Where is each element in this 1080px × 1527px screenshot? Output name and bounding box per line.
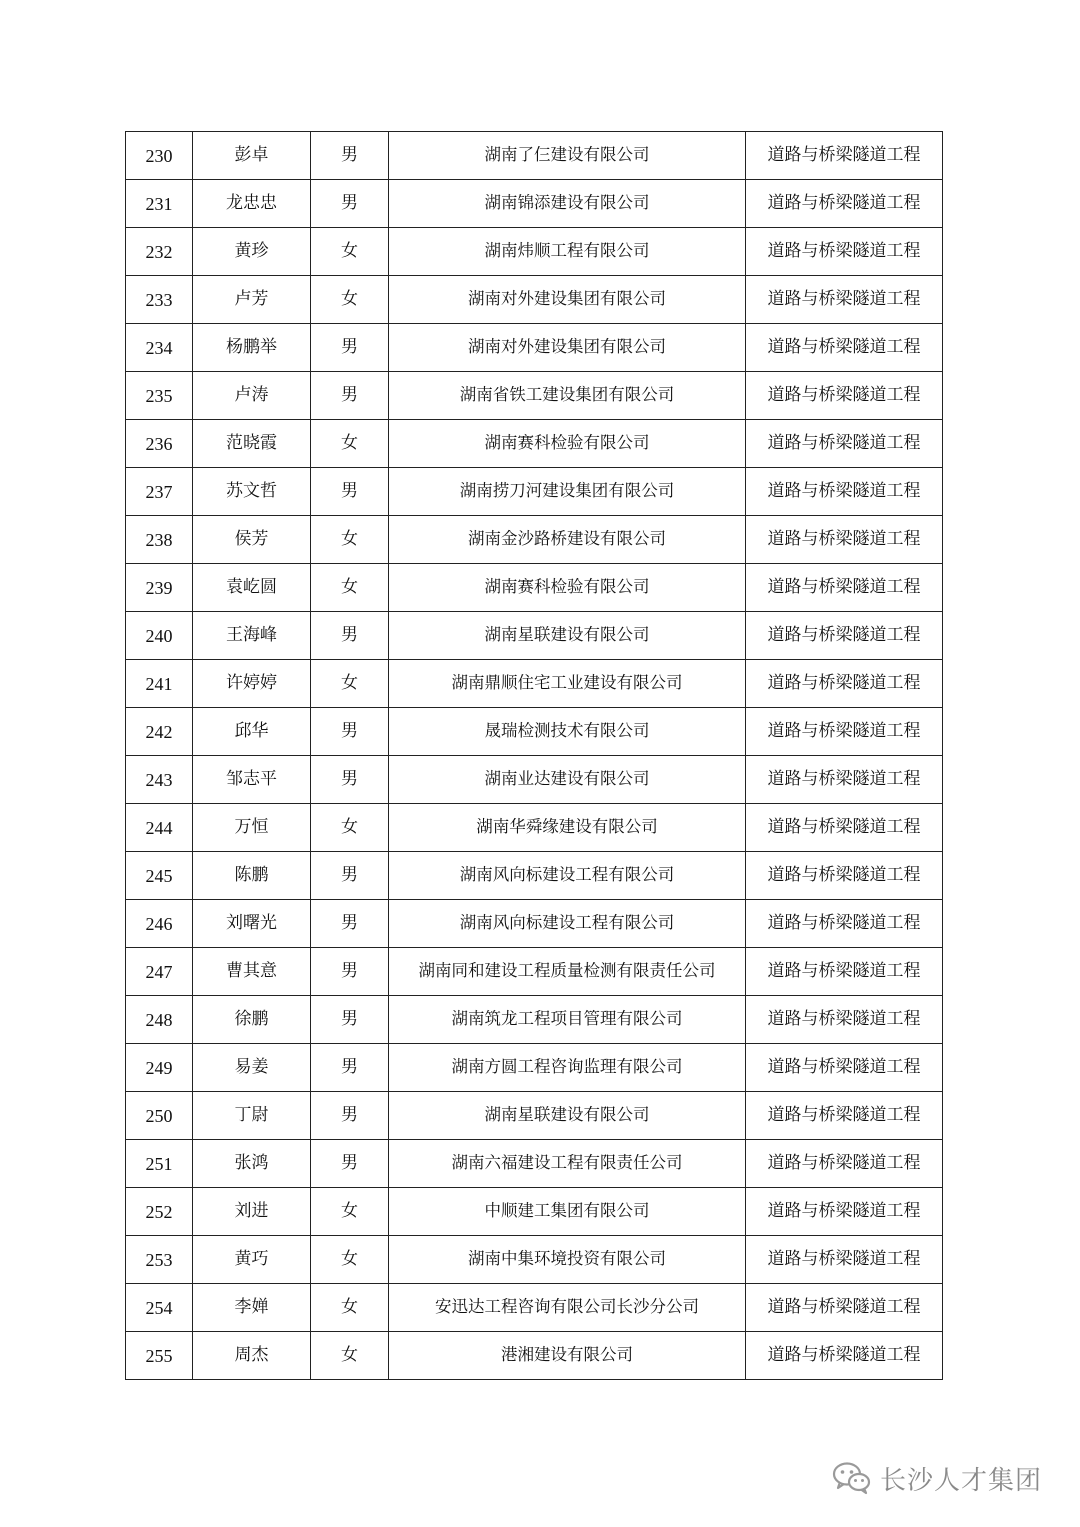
company-cell: 中顺建工集团有限公司 xyxy=(389,1188,746,1236)
name-cell: 黄巧 xyxy=(193,1236,311,1284)
name-cell: 徐鹏 xyxy=(193,996,311,1044)
name-cell: 邱华 xyxy=(193,708,311,756)
name-cell: 曹其意 xyxy=(193,948,311,996)
table-row xyxy=(126,420,943,468)
name-cell: 范晓霞 xyxy=(193,420,311,468)
gender-cell: 男 xyxy=(311,132,389,180)
gender-cell: 男 xyxy=(311,1140,389,1188)
major-cell: 道路与桥梁隧道工程 xyxy=(746,948,943,996)
table-row xyxy=(126,756,943,804)
major-cell: 道路与桥梁隧道工程 xyxy=(746,276,943,324)
gender-cell: 女 xyxy=(311,228,389,276)
table-row xyxy=(126,180,943,228)
table-row xyxy=(126,852,943,900)
name-cell: 王海峰 xyxy=(193,612,311,660)
major-cell: 道路与桥梁隧道工程 xyxy=(746,132,943,180)
gender-cell: 男 xyxy=(311,324,389,372)
company-cell: 湖南鼎顺住宅工业建设有限公司 xyxy=(389,660,746,708)
row-number-cell: 234 xyxy=(126,324,193,372)
row-number-cell: 246 xyxy=(126,900,193,948)
gender-cell: 女 xyxy=(311,276,389,324)
company-cell: 湖南赛科检验有限公司 xyxy=(389,420,746,468)
row-number-cell: 231 xyxy=(126,180,193,228)
gender-cell: 女 xyxy=(311,564,389,612)
row-number-cell: 242 xyxy=(126,708,193,756)
company-cell: 湖南风向标建设工程有限公司 xyxy=(389,900,746,948)
gender-cell: 男 xyxy=(311,612,389,660)
major-cell: 道路与桥梁隧道工程 xyxy=(746,612,943,660)
major-cell: 道路与桥梁隧道工程 xyxy=(746,900,943,948)
company-cell: 湖南省铁工建设集团有限公司 xyxy=(389,372,746,420)
name-cell: 刘进 xyxy=(193,1188,311,1236)
table-row xyxy=(126,1092,943,1140)
company-cell: 湖南星联建设有限公司 xyxy=(389,612,746,660)
major-cell: 道路与桥梁隧道工程 xyxy=(746,1044,943,1092)
table-row xyxy=(126,516,943,564)
major-cell: 道路与桥梁隧道工程 xyxy=(746,324,943,372)
major-cell: 道路与桥梁隧道工程 xyxy=(746,996,943,1044)
company-cell: 湖南锦添建设有限公司 xyxy=(389,180,746,228)
table-row xyxy=(126,468,943,516)
gender-cell: 女 xyxy=(311,420,389,468)
table-row xyxy=(126,1284,943,1332)
major-cell: 道路与桥梁隧道工程 xyxy=(746,228,943,276)
name-cell: 陈鹏 xyxy=(193,852,311,900)
gender-cell: 女 xyxy=(311,1284,389,1332)
gender-cell: 男 xyxy=(311,756,389,804)
row-number-cell: 241 xyxy=(126,660,193,708)
company-cell: 湖南对外建设集团有限公司 xyxy=(389,276,746,324)
name-cell: 易姜 xyxy=(193,1044,311,1092)
name-cell: 袁屹圆 xyxy=(193,564,311,612)
row-number-cell: 253 xyxy=(126,1236,193,1284)
major-cell: 道路与桥梁隧道工程 xyxy=(746,372,943,420)
company-cell: 港湘建设有限公司 xyxy=(389,1332,746,1380)
table-row xyxy=(126,324,943,372)
row-number-cell: 238 xyxy=(126,516,193,564)
major-cell: 道路与桥梁隧道工程 xyxy=(746,1188,943,1236)
major-cell: 道路与桥梁隧道工程 xyxy=(746,1092,943,1140)
gender-cell: 女 xyxy=(311,1236,389,1284)
roster-body xyxy=(126,132,943,1380)
table-row xyxy=(126,372,943,420)
major-cell: 道路与桥梁隧道工程 xyxy=(746,468,943,516)
row-number-cell: 247 xyxy=(126,948,193,996)
major-cell: 道路与桥梁隧道工程 xyxy=(746,1140,943,1188)
gender-cell: 男 xyxy=(311,1044,389,1092)
company-cell: 安迅达工程咨询有限公司长沙分公司 xyxy=(389,1284,746,1332)
row-number-cell: 252 xyxy=(126,1188,193,1236)
gender-cell: 男 xyxy=(311,852,389,900)
company-cell: 湖南筑龙工程项目管理有限公司 xyxy=(389,996,746,1044)
company-cell: 湖南对外建设集团有限公司 xyxy=(389,324,746,372)
table-row xyxy=(126,564,943,612)
company-cell: 湖南业达建设有限公司 xyxy=(389,756,746,804)
gender-cell: 男 xyxy=(311,996,389,1044)
row-number-cell: 232 xyxy=(126,228,193,276)
company-cell: 晟瑞检测技术有限公司 xyxy=(389,708,746,756)
company-cell: 湖南六福建设工程有限责任公司 xyxy=(389,1140,746,1188)
name-cell: 侯芳 xyxy=(193,516,311,564)
gender-cell: 男 xyxy=(311,948,389,996)
name-cell: 卢芳 xyxy=(193,276,311,324)
gender-cell: 男 xyxy=(311,1092,389,1140)
table-row xyxy=(126,996,943,1044)
row-number-cell: 248 xyxy=(126,996,193,1044)
company-cell: 湖南同和建设工程质量检测有限责任公司 xyxy=(389,948,746,996)
major-cell: 道路与桥梁隧道工程 xyxy=(746,708,943,756)
row-number-cell: 237 xyxy=(126,468,193,516)
name-cell: 万恒 xyxy=(193,804,311,852)
gender-cell: 男 xyxy=(311,708,389,756)
name-cell: 丁尉 xyxy=(193,1092,311,1140)
row-number-cell: 245 xyxy=(126,852,193,900)
row-number-cell: 233 xyxy=(126,276,193,324)
watermark xyxy=(832,1458,1042,1498)
watermark-text: 长沙人才集团 xyxy=(879,1465,1042,1496)
company-cell: 湖南华舜缘建设有限公司 xyxy=(389,804,746,852)
name-cell: 黄珍 xyxy=(193,228,311,276)
row-number-cell: 236 xyxy=(126,420,193,468)
table-row xyxy=(126,1332,943,1380)
row-number-cell: 239 xyxy=(126,564,193,612)
name-cell: 龙忠忠 xyxy=(193,180,311,228)
major-cell: 道路与桥梁隧道工程 xyxy=(746,804,943,852)
name-cell: 邹志平 xyxy=(193,756,311,804)
major-cell: 道路与桥梁隧道工程 xyxy=(746,564,943,612)
company-cell: 湖南方圆工程咨询监理有限公司 xyxy=(389,1044,746,1092)
wechat-icon xyxy=(832,1461,872,1495)
major-cell: 道路与桥梁隧道工程 xyxy=(746,420,943,468)
row-number-cell: 250 xyxy=(126,1092,193,1140)
gender-cell: 男 xyxy=(311,900,389,948)
company-cell: 湖南金沙路桥建设有限公司 xyxy=(389,516,746,564)
major-cell: 道路与桥梁隧道工程 xyxy=(746,180,943,228)
company-cell: 湖南风向标建设工程有限公司 xyxy=(389,852,746,900)
table-row xyxy=(126,132,943,180)
table-row xyxy=(126,1044,943,1092)
row-number-cell: 244 xyxy=(126,804,193,852)
name-cell: 周杰 xyxy=(193,1332,311,1380)
gender-cell: 男 xyxy=(311,468,389,516)
major-cell: 道路与桥梁隧道工程 xyxy=(746,516,943,564)
company-cell: 湖南了仨建设有限公司 xyxy=(389,132,746,180)
row-number-cell: 251 xyxy=(126,1140,193,1188)
name-cell: 许婷婷 xyxy=(193,660,311,708)
gender-cell: 女 xyxy=(311,1332,389,1380)
name-cell: 彭卓 xyxy=(193,132,311,180)
gender-cell: 男 xyxy=(311,372,389,420)
name-cell: 杨鹏举 xyxy=(193,324,311,372)
company-cell: 湖南炜顺工程有限公司 xyxy=(389,228,746,276)
table-row xyxy=(126,660,943,708)
table-row xyxy=(126,276,943,324)
row-number-cell: 230 xyxy=(126,132,193,180)
name-cell: 苏文哲 xyxy=(193,468,311,516)
table-row xyxy=(126,228,943,276)
name-cell: 卢涛 xyxy=(193,372,311,420)
table-row xyxy=(126,948,943,996)
row-number-cell: 254 xyxy=(126,1284,193,1332)
table-row xyxy=(126,1236,943,1284)
table-row xyxy=(126,708,943,756)
gender-cell: 男 xyxy=(311,180,389,228)
row-number-cell: 243 xyxy=(126,756,193,804)
name-cell: 刘曙光 xyxy=(193,900,311,948)
company-cell: 湖南星联建设有限公司 xyxy=(389,1092,746,1140)
row-number-cell: 240 xyxy=(126,612,193,660)
row-number-cell: 235 xyxy=(126,372,193,420)
gender-cell: 女 xyxy=(311,516,389,564)
gender-cell: 女 xyxy=(311,1188,389,1236)
major-cell: 道路与桥梁隧道工程 xyxy=(746,1332,943,1380)
table-row xyxy=(126,1140,943,1188)
gender-cell: 女 xyxy=(311,804,389,852)
company-cell: 湖南赛科检验有限公司 xyxy=(389,564,746,612)
table-row xyxy=(126,900,943,948)
row-number-cell: 255 xyxy=(126,1332,193,1380)
roster-table xyxy=(125,131,943,1380)
row-number-cell: 249 xyxy=(126,1044,193,1092)
table-row xyxy=(126,1188,943,1236)
table-row xyxy=(126,612,943,660)
company-cell: 湖南中集环境投资有限公司 xyxy=(389,1236,746,1284)
major-cell: 道路与桥梁隧道工程 xyxy=(746,756,943,804)
major-cell: 道路与桥梁隧道工程 xyxy=(746,852,943,900)
gender-cell: 女 xyxy=(311,660,389,708)
company-cell: 湖南捞刀河建设集团有限公司 xyxy=(389,468,746,516)
name-cell: 李婵 xyxy=(193,1284,311,1332)
major-cell: 道路与桥梁隧道工程 xyxy=(746,660,943,708)
major-cell: 道路与桥梁隧道工程 xyxy=(746,1236,943,1284)
table-row xyxy=(126,804,943,852)
major-cell: 道路与桥梁隧道工程 xyxy=(746,1284,943,1332)
name-cell: 张鸿 xyxy=(193,1140,311,1188)
